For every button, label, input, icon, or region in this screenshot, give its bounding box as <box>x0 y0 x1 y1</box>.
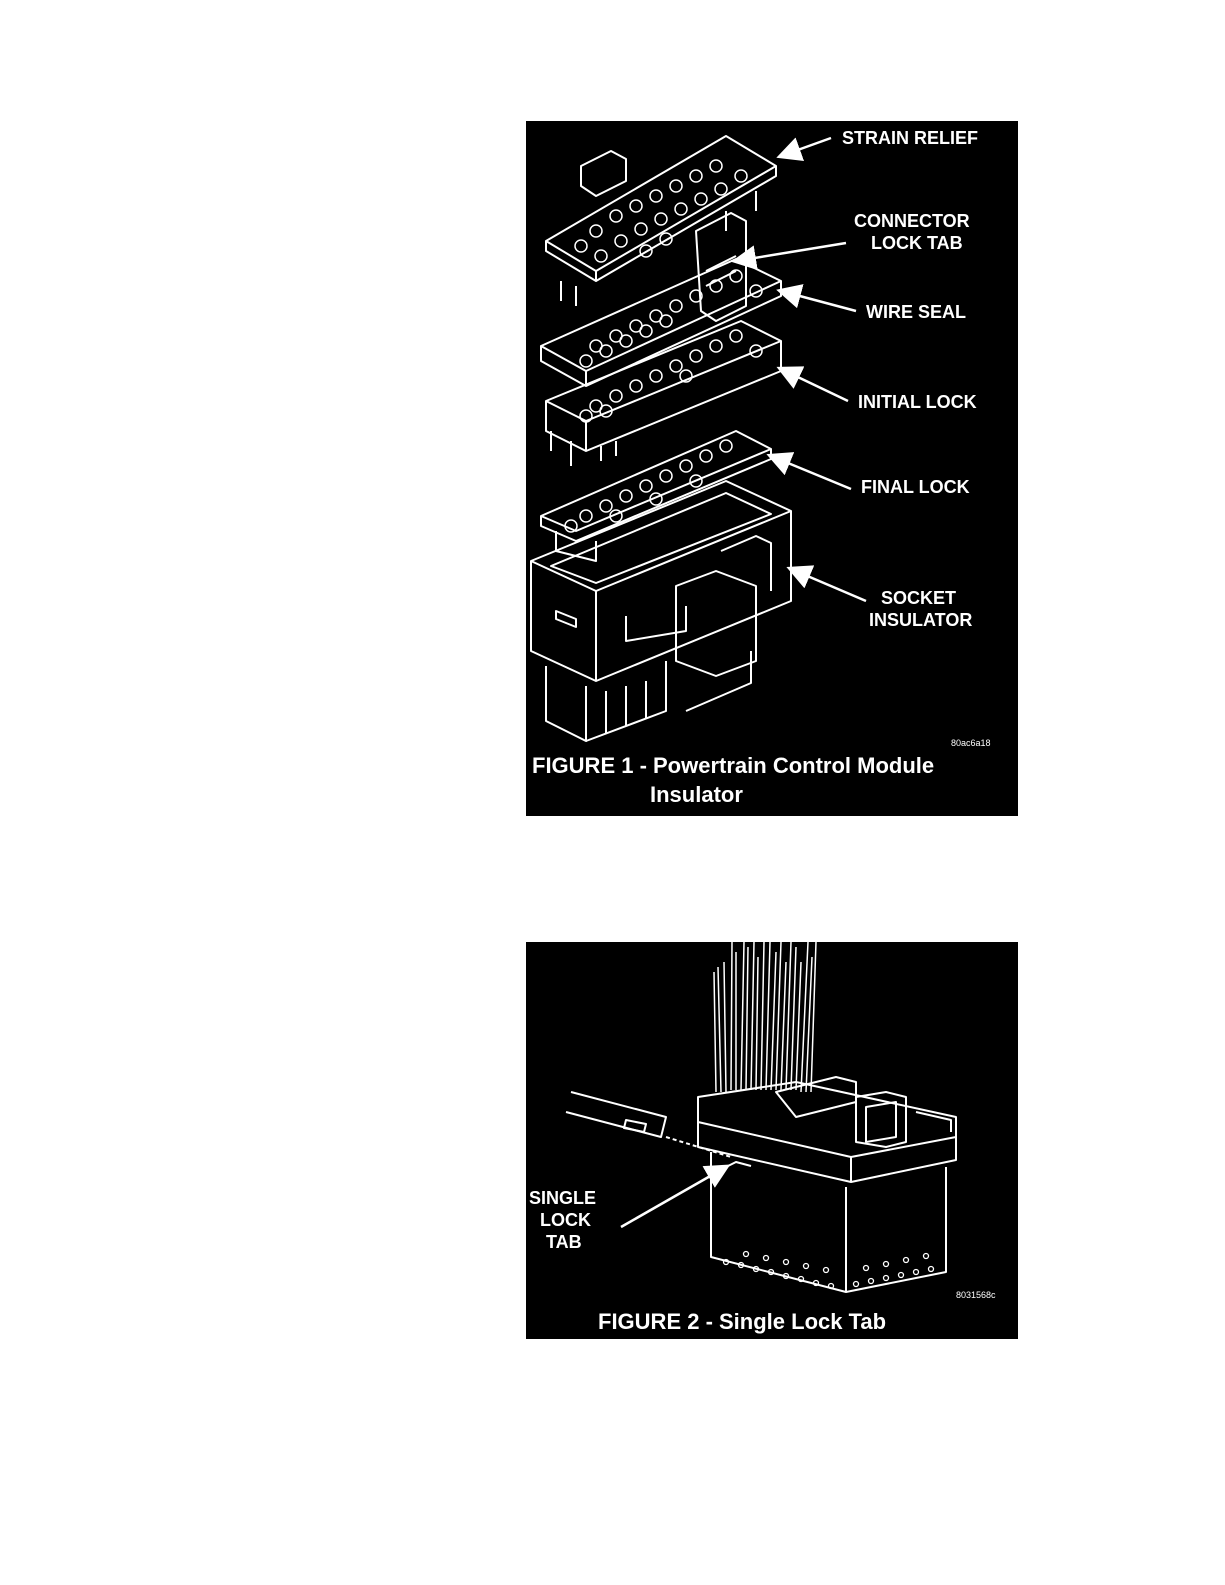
socket-holes <box>724 1252 934 1289</box>
figure-2-caption: FIGURE 2 - Single Lock Tab <box>598 1309 887 1334</box>
figure-2-single-lock-tab <box>526 942 1018 1339</box>
figure-1-powertrain-control-module-insulator <box>526 121 1018 816</box>
lock-tab-label: LOCK TAB <box>871 233 963 253</box>
insulator-label: INSULATOR <box>869 610 973 630</box>
figure-2-code: 8031568c <box>956 1290 996 1300</box>
strain-relief-part <box>546 136 776 306</box>
final-lock-part <box>541 431 771 561</box>
initial-lock-part <box>546 321 781 466</box>
lock-label: LOCK <box>540 1210 591 1230</box>
single-label: SINGLE <box>529 1188 597 1208</box>
connector-label: CONNECTOR <box>854 211 970 231</box>
initial-lock-label: INITIAL LOCK <box>858 392 977 412</box>
connector-body <box>698 1077 956 1292</box>
connector-lock-tab-part <box>696 213 746 321</box>
figure-1-code: 80ac6a18 <box>951 738 991 748</box>
socket-label: SOCKET <box>881 588 957 608</box>
wire-seal-label: WIRE SEAL <box>866 302 967 322</box>
figure-1-caption-line-2: Insulator <box>650 782 743 807</box>
wire-bundle <box>714 942 816 1092</box>
tab-label: TAB <box>546 1232 582 1252</box>
figure-2-illustration <box>526 942 1018 1339</box>
strain-relief-label: STRAIN RELIEF <box>842 128 979 148</box>
figure-1-caption-line-1: FIGURE 1 - Powertrain Control Module <box>532 753 935 778</box>
final-lock-label: FINAL LOCK <box>861 477 970 497</box>
